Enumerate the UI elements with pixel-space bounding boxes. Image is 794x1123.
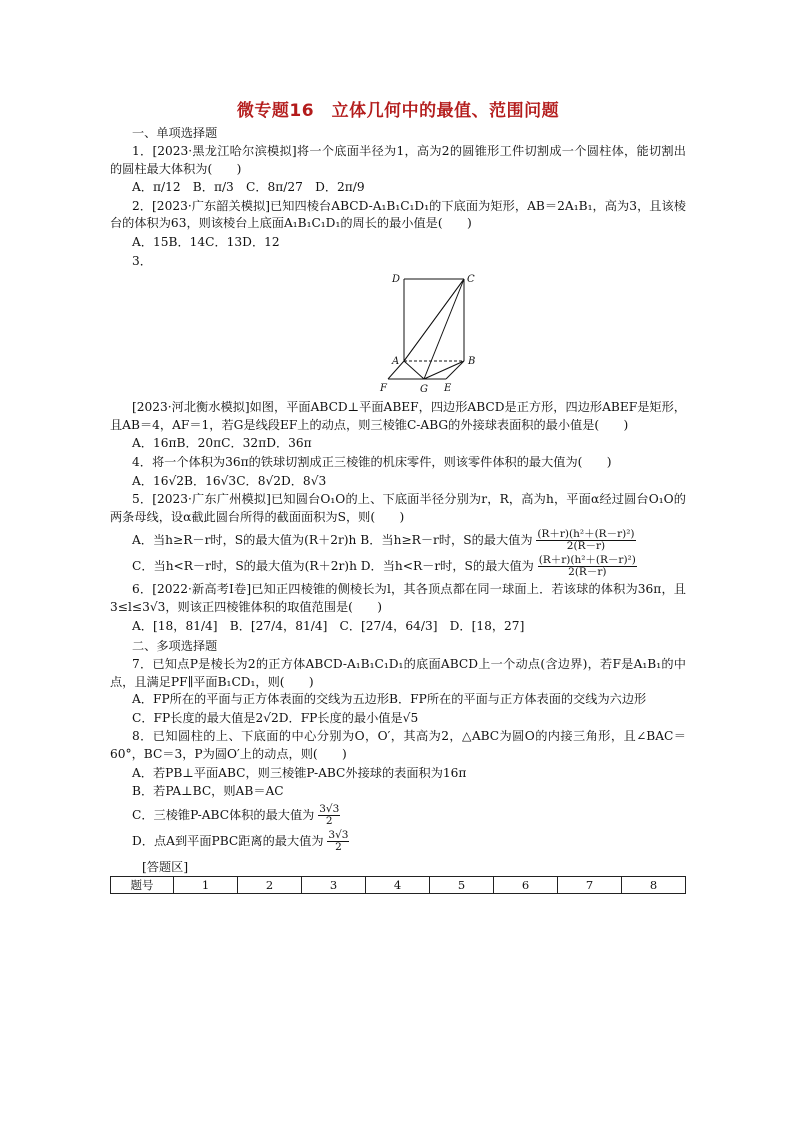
question-8-option-c: C．三棱锥P-ABC体积的最大值为 $\frac{3√3}{2}$ [132, 802, 340, 827]
table-cell: 2 [238, 876, 302, 893]
table-cell: 6 [494, 876, 558, 893]
table-row [111, 876, 686, 893]
question-1-options: A．π/12 B．π/3 C．8π/27 D．2π/9 [132, 180, 365, 195]
table-cell: 3 [302, 876, 366, 893]
question-4-options: A．16√2B．16√3C．8√2D．8√3 [132, 473, 327, 488]
table-cell: 1 [174, 876, 238, 893]
page-title: 微专题16 立体几何中的最值、范围问题 [236, 101, 560, 121]
label-C: C [467, 274, 475, 286]
fraction: $\frac{\text{(R＋r)(h²＋(R－r)²)}}{2(R-r)}$ [538, 554, 636, 579]
table-cell: 8 [622, 876, 686, 893]
question-3-figure [132, 271, 686, 399]
answer-area-label: [答题区] [142, 859, 189, 874]
question-1: 1．[2023·黑龙江哈尔滨模拟]将一个底面半径为1，高为2的圆锥形工件切割成一个圆柱体，能切割出的圆柱最大体积为( ) [110, 144, 686, 176]
table-cell: 4 [366, 876, 430, 893]
question-6: 6．[2022·新高考Ⅰ卷]已知正四棱锥的侧棱长为l，其各顶点都在同一球面上．若该球的体积为36π，且3≤l≤3√3，则该正四棱锥体积的取值范围是( ) [110, 582, 686, 614]
question-2-options: A．15B．14C．13D．12 [132, 234, 280, 249]
question-8-option-d: D．点A到平面PBC距离的最大值为 $\frac{3√3}{2}$ [132, 828, 349, 853]
question-7-option-ab: A．FP所在的平面与正方体表面的交线为五边形B．FP所在的平面与正方体表面的交线为六边形 [132, 692, 647, 707]
table-cell: 5 [430, 876, 494, 893]
question-7-option-cd: C．FP长度的最大值是2√2D．FP长度的最小值是√5 [132, 710, 419, 725]
question-2: 2．[2023·广东韶关模拟]已知四棱台ABCD-A₁B₁C₁D₁的下底面为矩形，AB＝2A₁B₁，高为3，且该棱台的体积为63，则该棱台上底面A₁B₁C₁D₁的周长的最小值是( ) [110, 198, 686, 231]
question-5-option-ab: A．当h≥R－r时，S的最大值为(R＋2r)h B．当h≥R－r时，S的最大值为 $\frac{\text{(R＋r)(h²＋(R－r)²)}}{2(R-r)}$ [132, 528, 635, 553]
question-8-option-a: A．若PB⊥平面ABC，则三棱锥P-ABC外接球的表面积为16π [132, 765, 467, 780]
question-4: 4．将一个体积为36π的铁球切割成正三棱锥的机床零件，则该零件体积的最大值为( ) [132, 454, 612, 469]
question-5: 5．[2023·广东广州模拟]已知圆台O₁O的上、下底面半径分别为r，R，高为h，平面α经过圆台O₁O的两条母线，设α截此圆台所得的截面面积为S，则( ) [110, 492, 686, 524]
section-multi-choice: 二、多项选择题 [132, 639, 218, 654]
question-3-number: 3． [132, 253, 152, 268]
question-3-options: A．16πB．20πC．32πD．36π [132, 436, 312, 451]
fraction: $\frac{\text{(R＋r)(h²＋(R－r)²)}}{2(R-r)}$ [537, 528, 635, 553]
question-7: 7．已知点P是棱长为2的正方体ABCD-A₁B₁C₁D₁的底面ABCD上一个动点(含边界)，若F是A₁B₁的中点，且满足PF∥平面B₁CD₁，则( ) [110, 657, 686, 689]
label-A: A [392, 356, 400, 368]
table-cell: 7 [558, 876, 622, 893]
question-6-options: A．[18，81/4] B．[27/4，81/4] C．[27/4，64/3] D．[18，27] [132, 618, 525, 633]
question-3: [2023·河北衡水模拟]如图，平面ABCD⊥平面ABEF，四边形ABCD是正方形，四边形ABEF是矩形，且AB＝4，AF＝1，若G是线段EF上的动点，则三棱锥C-ABG的外接球表面积的最小值是( ) [110, 400, 686, 432]
label-F: F [380, 383, 387, 395]
section-single-choice: 一、单项选择题 [132, 126, 218, 140]
label-G: G [420, 384, 428, 396]
question-5-option-cd: C．当h<R－r时，S的最大值为(R＋2r)h D．当h<R－r时，S的最大值为 $\frac{\text{(R＋r)(h²＋(R－r)²)}}{2(R-r)}$ [132, 554, 636, 579]
geometry-figure [372, 271, 492, 397]
question-8-option-b: B．若PA⊥BC，则AB＝AC [132, 784, 284, 799]
document-page [110, 96, 686, 894]
fraction: $\frac{3√3}{2}$ [328, 828, 349, 853]
label-B: B [468, 356, 476, 368]
label-D: D [392, 274, 401, 286]
label-E: E [444, 383, 452, 395]
table-header-cell: 题号 [111, 876, 174, 893]
question-8: 8．已知圆柱的上、下底面的中心分别为O，O′，其高为2，△ABC为圆O的内接三角形，且∠BAC＝60°，BC＝3，P为圆O′上的动点，则( ) [110, 729, 686, 762]
fraction: $\frac{3√3}{2}$ [319, 802, 340, 827]
answer-table [110, 876, 686, 894]
